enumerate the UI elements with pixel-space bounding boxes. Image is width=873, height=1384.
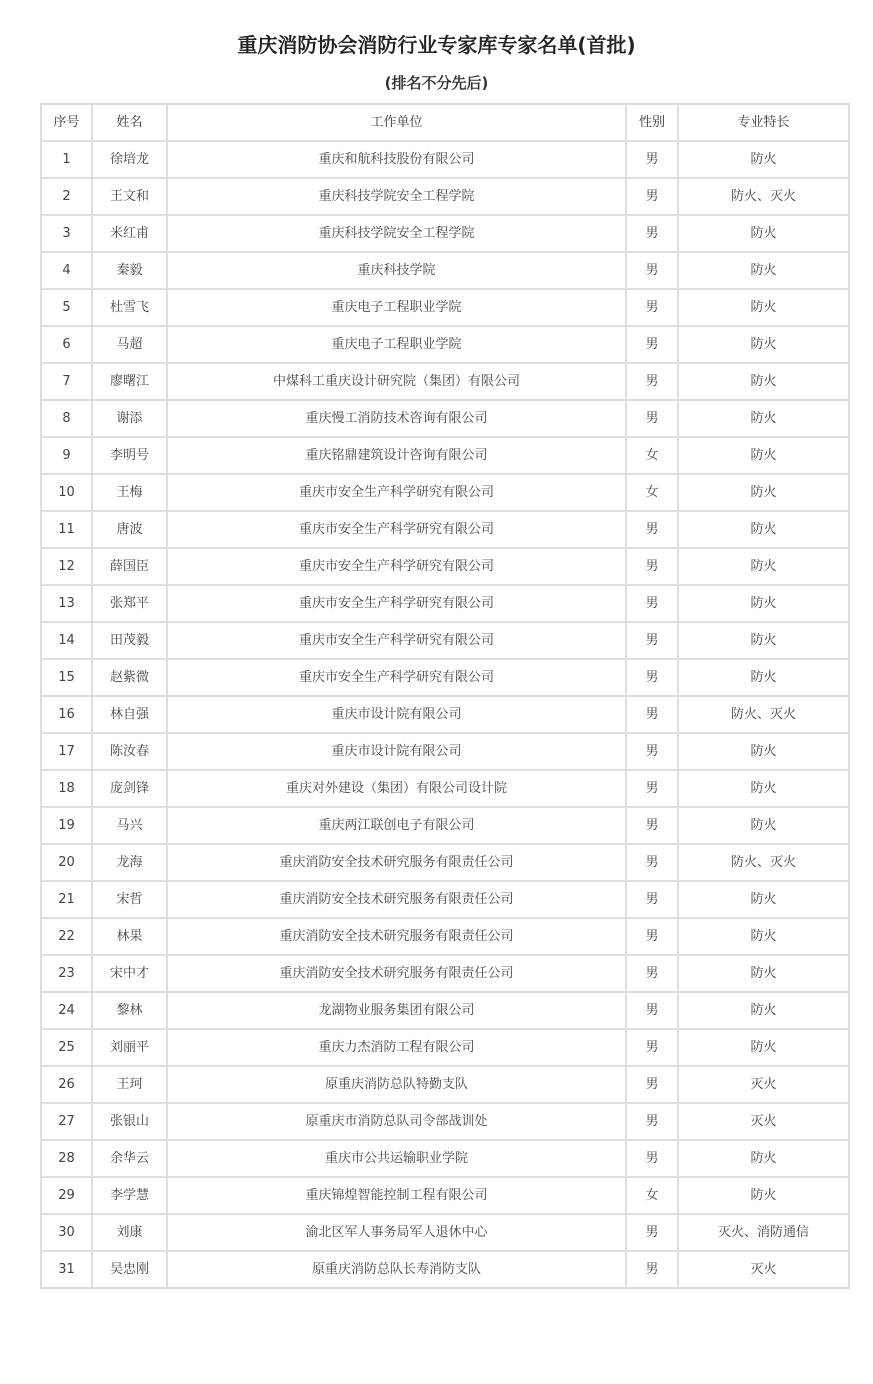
table-row — [41, 400, 849, 437]
cell-number: 22 — [41, 918, 92, 955]
cell-name: 龙海 — [92, 844, 167, 881]
cell-number: 23 — [41, 955, 92, 992]
cell-employer: 重庆市设计院有限公司 — [167, 696, 626, 733]
table-row — [41, 363, 849, 400]
cell-specialty: 防火 — [678, 326, 849, 363]
table-row — [41, 252, 849, 289]
table-row — [41, 881, 849, 918]
cell-name: 徐培龙 — [92, 141, 167, 178]
cell-employer: 重庆两江联创电子有限公司 — [167, 807, 626, 844]
cell-specialty: 防火、灭火 — [678, 844, 849, 881]
cell-name: 唐波 — [92, 511, 167, 548]
cell-name: 李明号 — [92, 437, 167, 474]
cell-gender: 男 — [626, 1029, 678, 1066]
cell-gender: 男 — [626, 844, 678, 881]
cell-number: 18 — [41, 770, 92, 807]
table-row — [41, 141, 849, 178]
cell-gender: 男 — [626, 1251, 678, 1288]
cell-gender: 男 — [626, 178, 678, 215]
cell-number: 9 — [41, 437, 92, 474]
cell-gender: 男 — [626, 326, 678, 363]
cell-gender: 男 — [626, 1140, 678, 1177]
cell-specialty: 防火 — [678, 289, 849, 326]
cell-gender: 男 — [626, 659, 678, 696]
cell-number: 20 — [41, 844, 92, 881]
cell-gender: 男 — [626, 881, 678, 918]
cell-specialty: 防火 — [678, 622, 849, 659]
cell-name: 王珂 — [92, 1066, 167, 1103]
cell-number: 28 — [41, 1140, 92, 1177]
table-row — [41, 844, 849, 881]
cell-employer: 重庆消防安全技术研究服务有限责任公司 — [167, 844, 626, 881]
cell-specialty: 防火 — [678, 141, 849, 178]
table-row — [41, 770, 849, 807]
cell-name: 陈汝春 — [92, 733, 167, 770]
cell-gender: 男 — [626, 696, 678, 733]
header-name: 姓名 — [92, 104, 167, 141]
table-row — [41, 1177, 849, 1214]
cell-employer: 重庆市安全生产科学研究有限公司 — [167, 659, 626, 696]
cell-number: 19 — [41, 807, 92, 844]
header-employer: 工作单位 — [167, 104, 626, 141]
cell-specialty: 防火 — [678, 400, 849, 437]
cell-specialty: 防火 — [678, 474, 849, 511]
cell-number: 21 — [41, 881, 92, 918]
table-row — [41, 992, 849, 1029]
cell-name: 谢添 — [92, 400, 167, 437]
cell-name: 廖曙江 — [92, 363, 167, 400]
cell-gender: 男 — [626, 1103, 678, 1140]
cell-gender: 男 — [626, 585, 678, 622]
cell-name: 刘丽平 — [92, 1029, 167, 1066]
cell-gender: 男 — [626, 807, 678, 844]
cell-employer: 中煤科工重庆设计研究院（集团）有限公司 — [167, 363, 626, 400]
table-row — [41, 474, 849, 511]
cell-name: 薛国臣 — [92, 548, 167, 585]
page-subtitle: (排名不分先后) — [384, 74, 489, 92]
cell-specialty: 防火 — [678, 733, 849, 770]
cell-name: 林果 — [92, 918, 167, 955]
cell-employer: 重庆慢工消防技术咨询有限公司 — [167, 400, 626, 437]
cell-employer: 重庆锦煌智能控制工程有限公司 — [167, 1177, 626, 1214]
cell-gender: 男 — [626, 252, 678, 289]
table-header-row — [41, 104, 849, 141]
table-row — [41, 548, 849, 585]
cell-specialty: 防火 — [678, 659, 849, 696]
expert-list-table — [40, 103, 850, 1289]
cell-number: 30 — [41, 1214, 92, 1251]
cell-number: 3 — [41, 215, 92, 252]
table-row — [41, 178, 849, 215]
cell-gender: 男 — [626, 622, 678, 659]
cell-number: 7 — [41, 363, 92, 400]
cell-name: 马兴 — [92, 807, 167, 844]
table-row — [41, 437, 849, 474]
cell-specialty: 灭火 — [678, 1066, 849, 1103]
cell-specialty: 防火 — [678, 1140, 849, 1177]
cell-specialty: 防火 — [678, 1177, 849, 1214]
cell-gender: 男 — [626, 918, 678, 955]
cell-specialty: 灭火 — [678, 1251, 849, 1288]
cell-name: 张郑平 — [92, 585, 167, 622]
cell-employer: 重庆和航科技股份有限公司 — [167, 141, 626, 178]
table-row — [41, 1103, 849, 1140]
cell-gender: 男 — [626, 363, 678, 400]
table-row — [41, 733, 849, 770]
table-row — [41, 622, 849, 659]
cell-specialty: 防火 — [678, 955, 849, 992]
cell-gender: 男 — [626, 733, 678, 770]
cell-specialty: 灭火 — [678, 1103, 849, 1140]
cell-number: 12 — [41, 548, 92, 585]
table-row — [41, 1066, 849, 1103]
cell-gender: 男 — [626, 511, 678, 548]
cell-specialty: 防火 — [678, 807, 849, 844]
cell-number: 11 — [41, 511, 92, 548]
cell-specialty: 防火、灭火 — [678, 696, 849, 733]
cell-name: 余华云 — [92, 1140, 167, 1177]
table-row — [41, 215, 849, 252]
table-row — [41, 807, 849, 844]
cell-specialty: 防火 — [678, 363, 849, 400]
cell-specialty: 灭火、消防通信 — [678, 1214, 849, 1251]
cell-number: 24 — [41, 992, 92, 1029]
cell-specialty: 防火 — [678, 252, 849, 289]
cell-name: 赵紫微 — [92, 659, 167, 696]
cell-gender: 女 — [626, 474, 678, 511]
cell-specialty: 防火 — [678, 548, 849, 585]
cell-number: 1 — [41, 141, 92, 178]
cell-employer: 重庆市公共运输职业学院 — [167, 1140, 626, 1177]
cell-name: 田茂毅 — [92, 622, 167, 659]
cell-number: 17 — [41, 733, 92, 770]
page-title: 重庆消防协会消防行业专家库专家名单(首批) — [237, 33, 636, 57]
cell-name: 黎林 — [92, 992, 167, 1029]
cell-employer: 重庆市安全生产科学研究有限公司 — [167, 622, 626, 659]
cell-employer: 龙湖物业服务集团有限公司 — [167, 992, 626, 1029]
cell-employer: 重庆科技学院安全工程学院 — [167, 178, 626, 215]
table-row — [41, 585, 849, 622]
table-row — [41, 289, 849, 326]
cell-number: 14 — [41, 622, 92, 659]
cell-employer: 重庆消防安全技术研究服务有限责任公司 — [167, 955, 626, 992]
cell-number: 16 — [41, 696, 92, 733]
cell-name: 庞剑锋 — [92, 770, 167, 807]
cell-name: 刘康 — [92, 1214, 167, 1251]
cell-number: 13 — [41, 585, 92, 622]
cell-employer: 重庆市安全生产科学研究有限公司 — [167, 474, 626, 511]
cell-gender: 男 — [626, 770, 678, 807]
table-row — [41, 1214, 849, 1251]
cell-number: 15 — [41, 659, 92, 696]
cell-name: 王梅 — [92, 474, 167, 511]
header-gender: 性别 — [626, 104, 678, 141]
cell-employer: 重庆科技学院安全工程学院 — [167, 215, 626, 252]
cell-gender: 男 — [626, 289, 678, 326]
table-row — [41, 511, 849, 548]
cell-employer: 原重庆市消防总队司令部战训处 — [167, 1103, 626, 1140]
cell-employer: 重庆科技学院 — [167, 252, 626, 289]
table-row — [41, 1140, 849, 1177]
cell-name: 李学慧 — [92, 1177, 167, 1214]
cell-number: 10 — [41, 474, 92, 511]
cell-employer: 原重庆消防总队长寿消防支队 — [167, 1251, 626, 1288]
cell-specialty: 防火 — [678, 215, 849, 252]
cell-employer: 重庆市安全生产科学研究有限公司 — [167, 585, 626, 622]
cell-number: 2 — [41, 178, 92, 215]
cell-specialty: 防火 — [678, 881, 849, 918]
cell-employer: 重庆市安全生产科学研究有限公司 — [167, 548, 626, 585]
cell-specialty: 防火、灭火 — [678, 178, 849, 215]
cell-gender: 男 — [626, 955, 678, 992]
table-row — [41, 955, 849, 992]
table-body — [41, 141, 849, 1288]
cell-name: 马超 — [92, 326, 167, 363]
cell-employer: 重庆消防安全技术研究服务有限责任公司 — [167, 881, 626, 918]
cell-specialty: 防火 — [678, 437, 849, 474]
cell-specialty: 防火 — [678, 1029, 849, 1066]
cell-number: 29 — [41, 1177, 92, 1214]
cell-number: 25 — [41, 1029, 92, 1066]
cell-name: 宋哲 — [92, 881, 167, 918]
cell-number: 6 — [41, 326, 92, 363]
cell-name: 林自强 — [92, 696, 167, 733]
table-row — [41, 696, 849, 733]
cell-employer: 渝北区军人事务局军人退休中心 — [167, 1214, 626, 1251]
table-row — [41, 1251, 849, 1288]
cell-employer: 重庆电子工程职业学院 — [167, 326, 626, 363]
cell-gender: 男 — [626, 1214, 678, 1251]
table-row — [41, 1029, 849, 1066]
cell-gender: 男 — [626, 548, 678, 585]
table-row — [41, 918, 849, 955]
cell-name: 宋中才 — [92, 955, 167, 992]
header-specialty: 专业特长 — [678, 104, 849, 141]
cell-specialty: 防火 — [678, 585, 849, 622]
cell-specialty: 防火 — [678, 511, 849, 548]
cell-employer: 重庆消防安全技术研究服务有限责任公司 — [167, 918, 626, 955]
cell-number: 4 — [41, 252, 92, 289]
cell-name: 秦毅 — [92, 252, 167, 289]
cell-specialty: 防火 — [678, 992, 849, 1029]
cell-employer: 原重庆消防总队特勤支队 — [167, 1066, 626, 1103]
cell-gender: 男 — [626, 1066, 678, 1103]
cell-employer: 重庆电子工程职业学院 — [167, 289, 626, 326]
cell-name: 吴忠刚 — [92, 1251, 167, 1288]
cell-number: 5 — [41, 289, 92, 326]
cell-employer: 重庆市设计院有限公司 — [167, 733, 626, 770]
cell-gender: 女 — [626, 1177, 678, 1214]
cell-gender: 男 — [626, 400, 678, 437]
table-row — [41, 659, 849, 696]
cell-employer: 重庆力杰消防工程有限公司 — [167, 1029, 626, 1066]
cell-specialty: 防火 — [678, 918, 849, 955]
cell-gender: 女 — [626, 437, 678, 474]
cell-number: 31 — [41, 1251, 92, 1288]
cell-employer: 重庆铭鼎建筑设计咨询有限公司 — [167, 437, 626, 474]
cell-number: 8 — [41, 400, 92, 437]
header-number: 序号 — [41, 104, 92, 141]
cell-number: 26 — [41, 1066, 92, 1103]
cell-employer: 重庆市安全生产科学研究有限公司 — [167, 511, 626, 548]
cell-employer: 重庆对外建设（集团）有限公司设计院 — [167, 770, 626, 807]
cell-gender: 男 — [626, 215, 678, 252]
cell-name: 王文和 — [92, 178, 167, 215]
cell-gender: 男 — [626, 992, 678, 1029]
cell-number: 27 — [41, 1103, 92, 1140]
cell-specialty: 防火 — [678, 770, 849, 807]
table-row — [41, 326, 849, 363]
cell-name: 杜雪飞 — [92, 289, 167, 326]
cell-name: 张银山 — [92, 1103, 167, 1140]
cell-gender: 男 — [626, 141, 678, 178]
cell-name: 米红甫 — [92, 215, 167, 252]
